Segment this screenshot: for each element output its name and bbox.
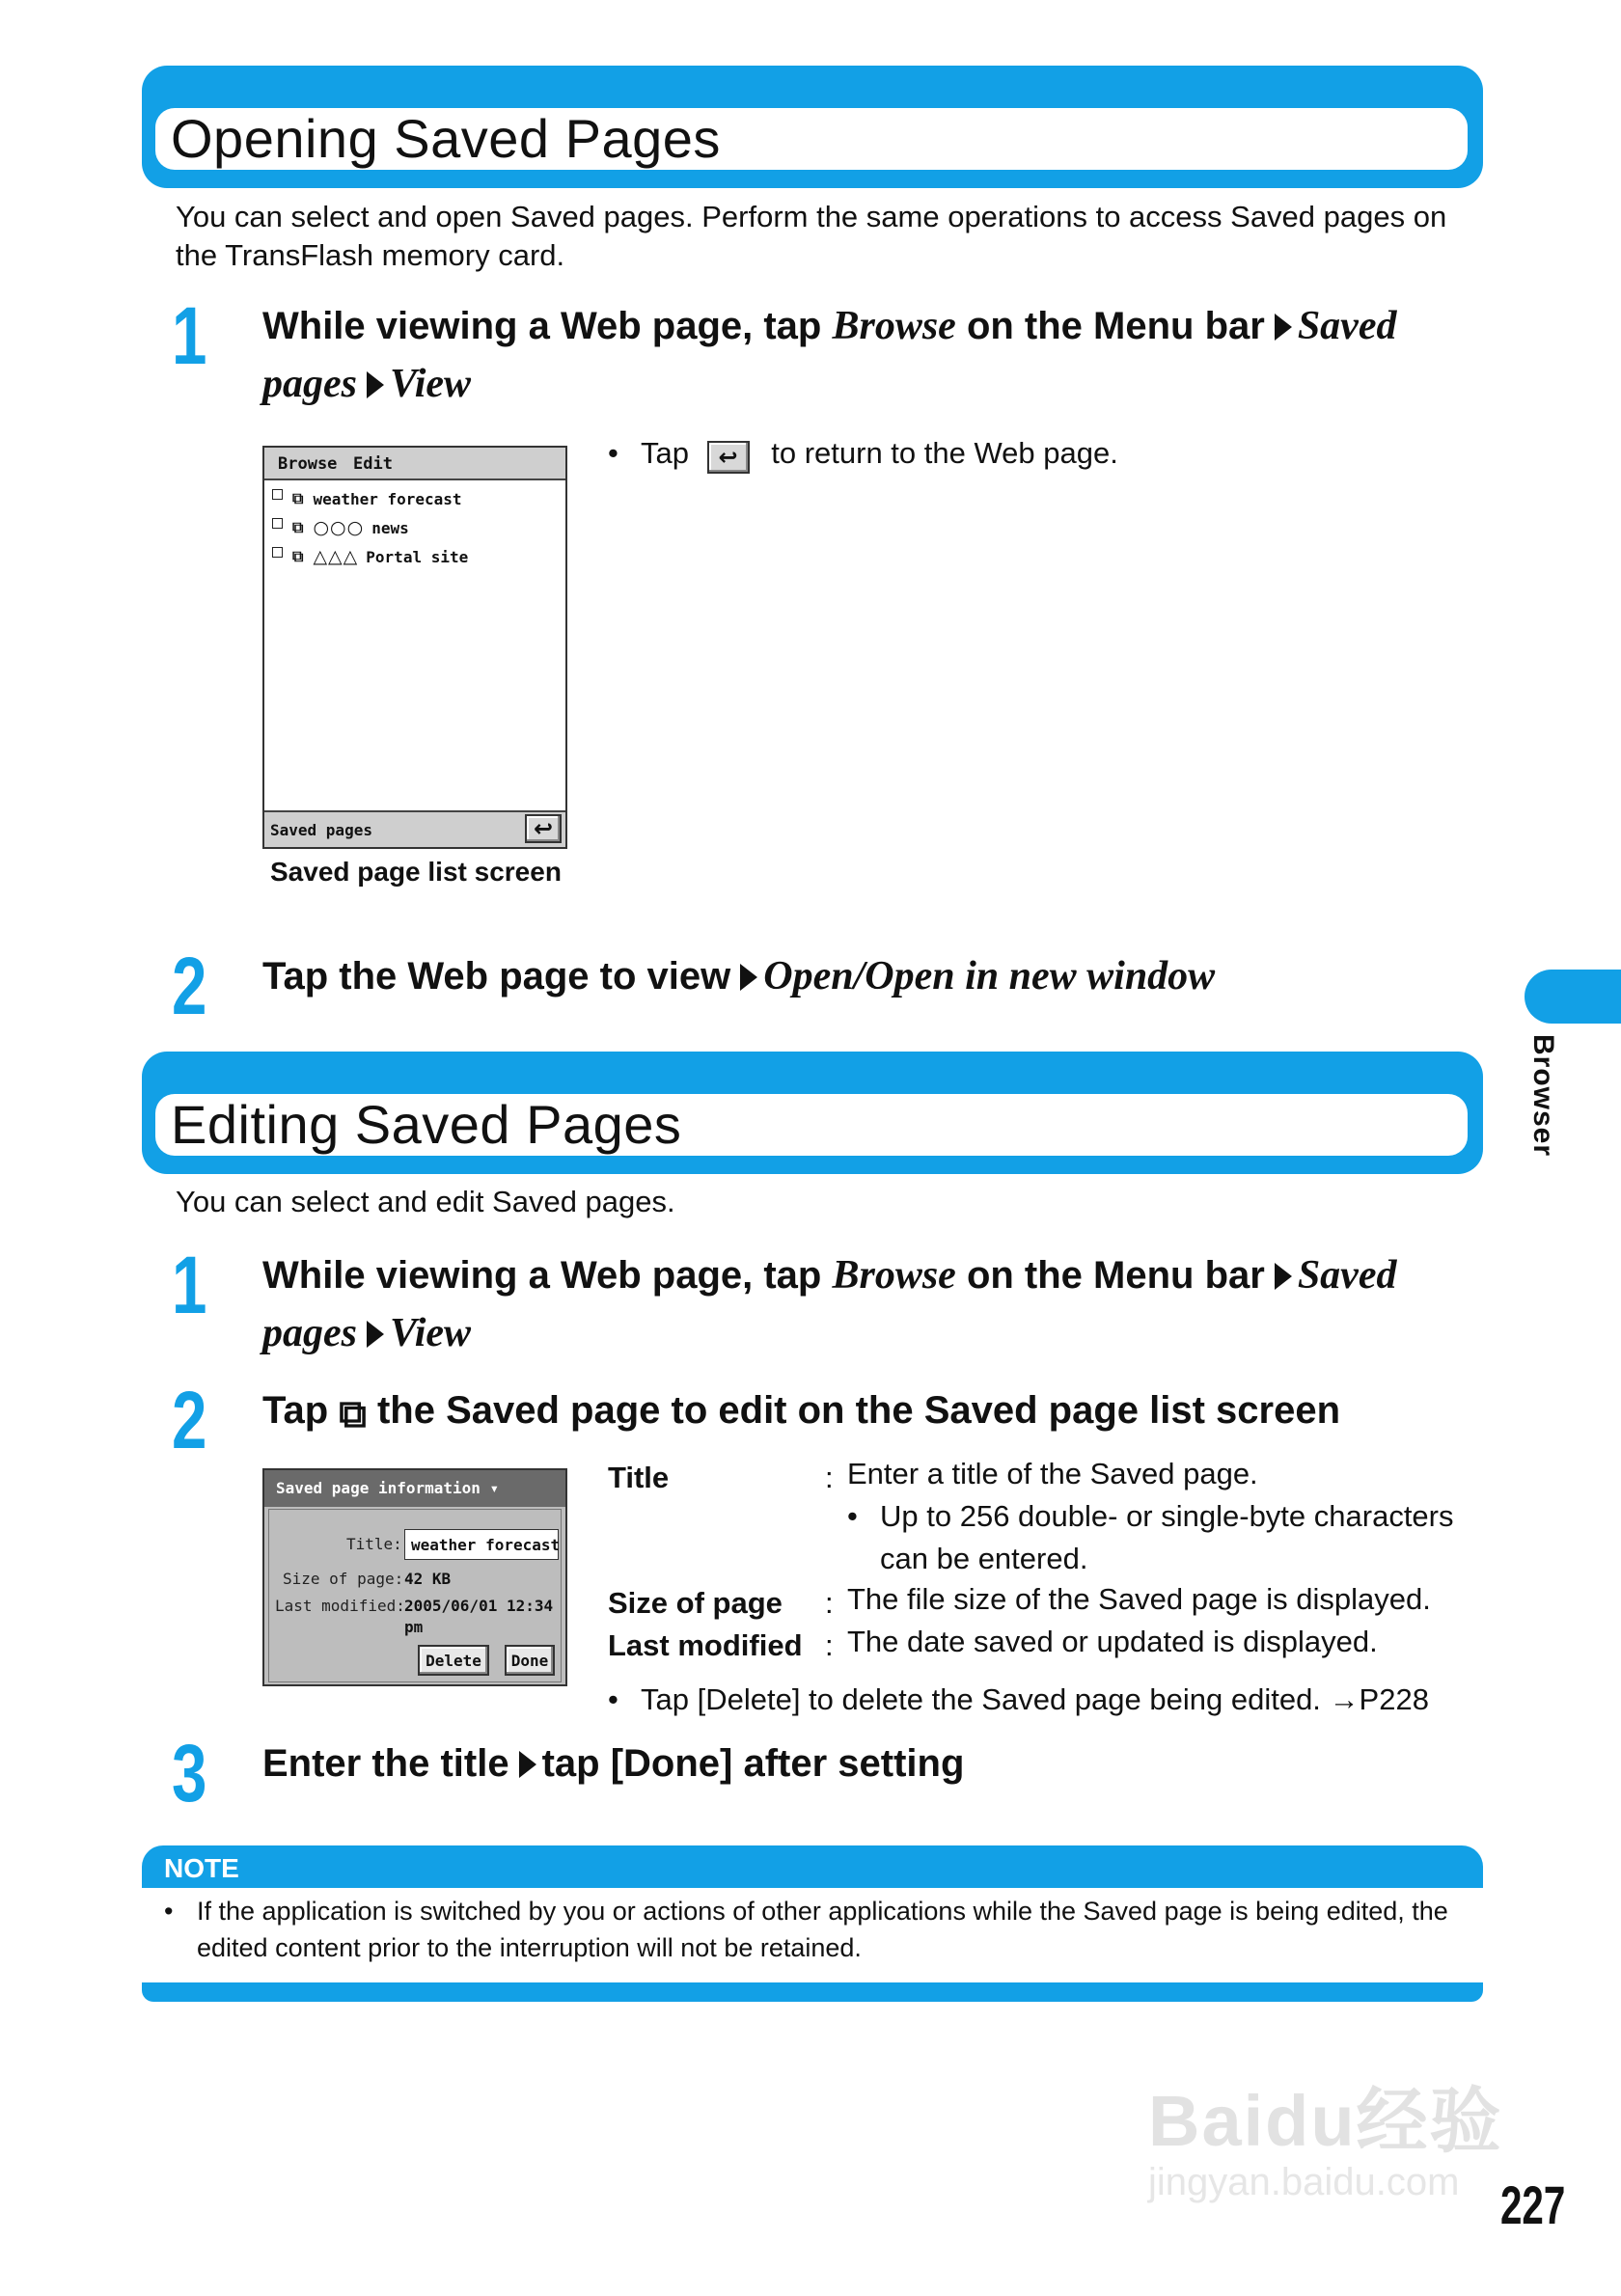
screen-caption: Saved page list screen [270,857,562,887]
step-text: on the Menu bar [955,1254,1265,1297]
section-header-inner [155,1094,1468,1156]
section-header-editing [142,1052,1483,1174]
screen-label: Saved pages [270,821,372,839]
list-item[interactable] [272,515,409,540]
step-instruction [262,947,1497,1005]
list-item-label: Portal site [366,547,469,566]
side-tab-label: Browser [1527,1034,1559,1158]
menu-pages-ref: pages [262,1311,357,1355]
watermark-url: jingyan.baidu.com [1148,2161,1460,2203]
field-colon: : [825,1628,834,1662]
section-header-opening [142,66,1483,188]
field-colon: : [825,1586,834,1620]
field-desc-size: The file size of the Saved page is displayed. [847,1582,1431,1616]
return-button[interactable] [525,814,562,843]
saved-page-info-screen [262,1468,567,1686]
field-bullet: • Up to 256 double- or single-byte characters [880,1495,1454,1538]
step-text: on the Menu bar [955,305,1265,347]
menu-browse-ref: Browse [832,304,956,348]
menu-saved-ref: Saved [1297,304,1397,348]
saved-page-icon: ⧉ [292,518,304,536]
field-desc-modified: The date saved or updated is displayed. [847,1625,1378,1658]
tip-return [641,432,1118,475]
modified-value: 2005/06/01 12:34 [404,1597,554,1615]
step-instruction [262,297,1497,413]
section-title: Opening Saved Pages [171,108,721,169]
step-text: Tap the Web page to view [262,955,731,998]
title-field[interactable]: weather forecast [404,1529,559,1560]
return-icon: ↩ [533,815,554,842]
field-term-size: Size of page [608,1586,783,1620]
menu-browse[interactable]: Browse [278,454,338,474]
field-term-modified: Last modified [608,1628,803,1662]
step-instruction [262,1735,1497,1792]
status-bar [264,810,565,847]
menu-view-ref: View [390,1311,472,1355]
step-text: While viewing a Web page, tap [262,1254,833,1297]
section-intro: You can select and open Saved pages. Perform the same operations to access Saved pages on the TransFlash memory card. [176,200,1447,272]
size-label: Size of page: [283,1570,404,1588]
watermark-logo: Baidu经验 [1148,2081,1503,2161]
section-intro: You can select and edit Saved pages. [176,1185,675,1218]
info-panel [268,1509,562,1682]
menu-bar [264,448,565,480]
return-button-icon [707,441,750,474]
title-label: Title: [346,1535,402,1553]
step-number: 1 [172,1240,207,1330]
list-item[interactable] [272,544,468,569]
step-text: tap [Done] after setting [541,1742,965,1785]
checkbox[interactable] [272,518,283,529]
tip-text: to return to the Web page. [771,436,1118,470]
note-footer-bar [142,1982,1483,2002]
field-term-title: Title [608,1461,670,1494]
step-text: Tap [262,1389,329,1432]
arrow-icon [367,1321,384,1348]
step-instruction [262,1246,1497,1362]
size-value: 42 KB [404,1570,452,1588]
arrow-icon [1275,1263,1292,1290]
step-number: 2 [172,1375,207,1465]
section-header-inner [155,108,1468,170]
section-title: Editing Saved Pages [171,1094,682,1155]
note-text: • If the application is switched by you or actions of other applications while the Saved page is being edited, the edited content prior to the interruption will not be retained. [197,1893,1470,1966]
menu-pages-ref: pages [262,362,357,406]
return-icon: ↩ [718,444,738,471]
saved-page-icon: ⧉ [292,547,304,565]
checkbox[interactable] [272,547,283,558]
step-number: 2 [172,941,207,1031]
step-number: 1 [172,290,207,381]
saved-page-icon: ⧉ [292,489,304,507]
step-text: the Saved page to edit on the Saved page list screen [376,1389,1341,1432]
tip-text: Tap [641,436,689,470]
option-ref: Open/Open in new window [763,954,1216,998]
arrow-icon [1275,314,1292,341]
modified-value-suffix: pm [404,1618,424,1636]
field-colon: : [825,1461,834,1494]
arrow-icon [740,964,757,991]
arrow-icon [367,371,384,398]
page-number: 227 [1500,2174,1566,2235]
done-button[interactable]: Done [505,1645,555,1676]
list-item[interactable] [272,486,462,511]
side-tab [1525,970,1621,1024]
field-desc-title: Enter a title of the Saved page. [847,1457,1258,1490]
step-number: 3 [172,1728,207,1818]
step-text: While viewing a Web page, tap [262,305,833,347]
field-bullet-cont: can be entered. [880,1542,1088,1575]
list-item-shapes: ○○○ [313,517,365,538]
note-label: NOTE [164,1853,239,1883]
menu-edit[interactable]: Edit [353,454,393,474]
checkbox[interactable] [272,489,283,500]
step-text: Enter the title [262,1742,509,1785]
saved-page-list-screen [262,446,567,849]
tip-delete: • Tap [Delete] to delete the Saved page being edited. →P228 [641,1679,1429,1721]
menu-view-ref: View [390,362,472,406]
list-item-shapes: △△△ [313,546,359,567]
note-header [142,1845,1483,1888]
delete-button[interactable]: Delete [418,1645,489,1676]
screen-header: Saved page information ▾ [264,1470,565,1507]
list-item-label: news [371,518,409,537]
modified-label: Last modified: [275,1597,405,1615]
step-instruction [262,1381,1497,1443]
saved-page-edit-icon: ⧉ [339,1392,367,1436]
list-item-label: weather forecast [313,489,462,508]
menu-browse-ref: Browse [832,1253,956,1298]
menu-saved-ref: Saved [1297,1253,1397,1298]
arrow-icon [519,1751,536,1778]
